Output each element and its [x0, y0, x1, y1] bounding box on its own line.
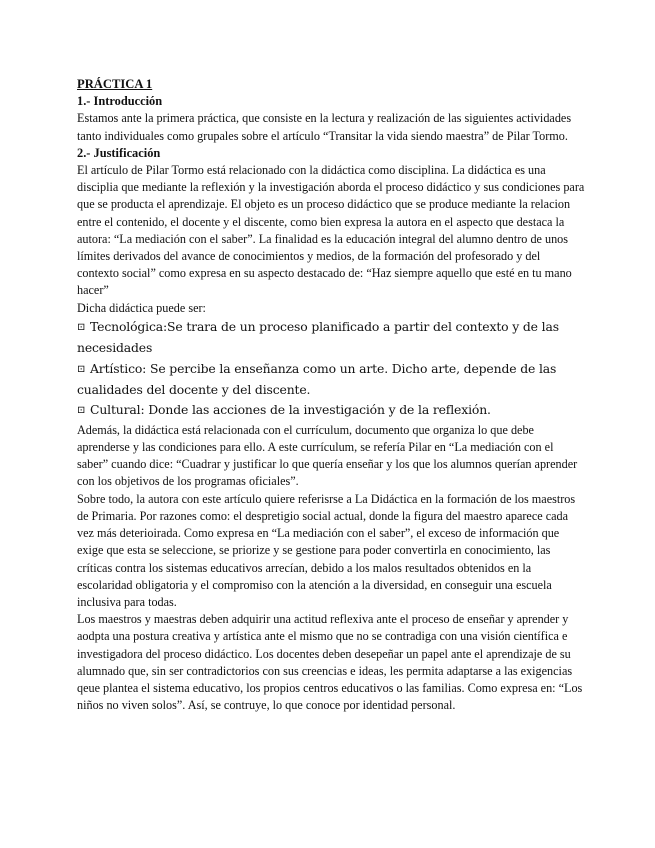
justificacion-paragraph-2: Además, la didáctica está relacionada con el currículum, documento que organiza lo que debe aprenderse y las condiciones para ello. A este currículum, se refería Pilar en “La mediación con el saber” cuando dice: “Cuadrar y justificar lo que quería enseñar y los que los alumnos querían aprender con los objetivos de los programas oficiales”.	[77, 422, 578, 489]
checkbox-bullet-icon: ⊡	[77, 405, 86, 417]
justificacion-paragraph-3: Sobre todo, la autora con este artículo quiere referisrse a La Didáctica en la formación de los maestros de Primaria. Por razones como: el despretigio social actual, donde la figura del maestro aparece cada vez más deterioirada. Como expresa en “La mediación con el saber”, el exceso de información que exige que esta se seleccione, se priorize y se gestione para poder convertirla en conocimiento, las críticas contra los sistemas educativos arrecían, debido a los malos resultados obtenidos en la escolaridad obligatoria y el compromiso con la atención a la diversidad, en conseguir una escuela inclusiva para todas.	[77, 491, 576, 609]
bullet-item-tecnologica	[77, 317, 585, 359]
document-page	[77, 76, 585, 714]
list-intro: Dicha didáctica puede ser:	[77, 300, 206, 315]
introduccion-paragraph: Estamos ante la primera práctica, que consiste en la lectura y realización de las siguientes actividades tanto individuales como grupales sobre el artículo “Transitar la vida siendo maestra” de Pilar Tormo.	[77, 111, 572, 143]
bullet-item-artistico	[77, 359, 585, 401]
checkbox-bullet-icon: ⊡	[77, 321, 86, 333]
bullet-text: Cultural: Donde las acciones de la investigación y de la reflexión.	[90, 402, 491, 418]
justificacion-paragraph-4: Los maestros y maestras deben adquirir una actitud reflexiva ante el proceso de enseñar y aprender y aodpta una postura creativa y artística ante el mismo que no se contradiga con una visión científica e investigadora del proceso didáctico. Los docentes deben desepeñar un papel ante el aprendizaje de su alumnado que, sin ser contradictorios con sus creencias e ideas, les permita adaptarse a las exigencias qeue plantea el sistema educativo, los propios centros educativos o las familias. Como expresa en: “Los niños no viven solos”. Así, se contruye, lo que conoce por identidad personal.	[77, 612, 583, 713]
checkbox-bullet-icon: ⊡	[77, 363, 86, 375]
heading-justificacion: 2.- Justificación	[77, 145, 161, 160]
bullet-text: Tecnológica:Se trara de un proceso planificado a partir del contexto y de las necesidades	[77, 318, 559, 356]
justificacion-paragraph-1: El artículo de Pilar Tormo está relacionado con la didáctica como disciplina. La didáctica es una disciplia que mediante la reflexión y la investigación aborda el proceso didáctico y sus condiciones para que se producta el aprendizaje. El objeto es un proceso didáctico que se produce mediante la relacion entre el contenido, el docente y el discente, como bien expresa la autora en el aspecto que destaca la autora: “La mediación con el saber”. La finalidad es la educación integral del alumno dentro de unos límites derivados del avance de conocimientos y medios, de la formación del profesorado y del contexto social” como expresa en su aspecto destacado de: “Haz siempre aquello que esté en tu mano hacer”	[77, 163, 585, 298]
document-title: PRÁCTICA 1	[77, 77, 153, 91]
bullet-text: Artístico: Se percibe la enseñanza como un arte. Dicho arte, depende de las cualidades del docente y del discente.	[77, 360, 557, 398]
bullet-item-cultural	[77, 400, 585, 421]
heading-introduccion: 1.- Introducción	[77, 94, 163, 109]
